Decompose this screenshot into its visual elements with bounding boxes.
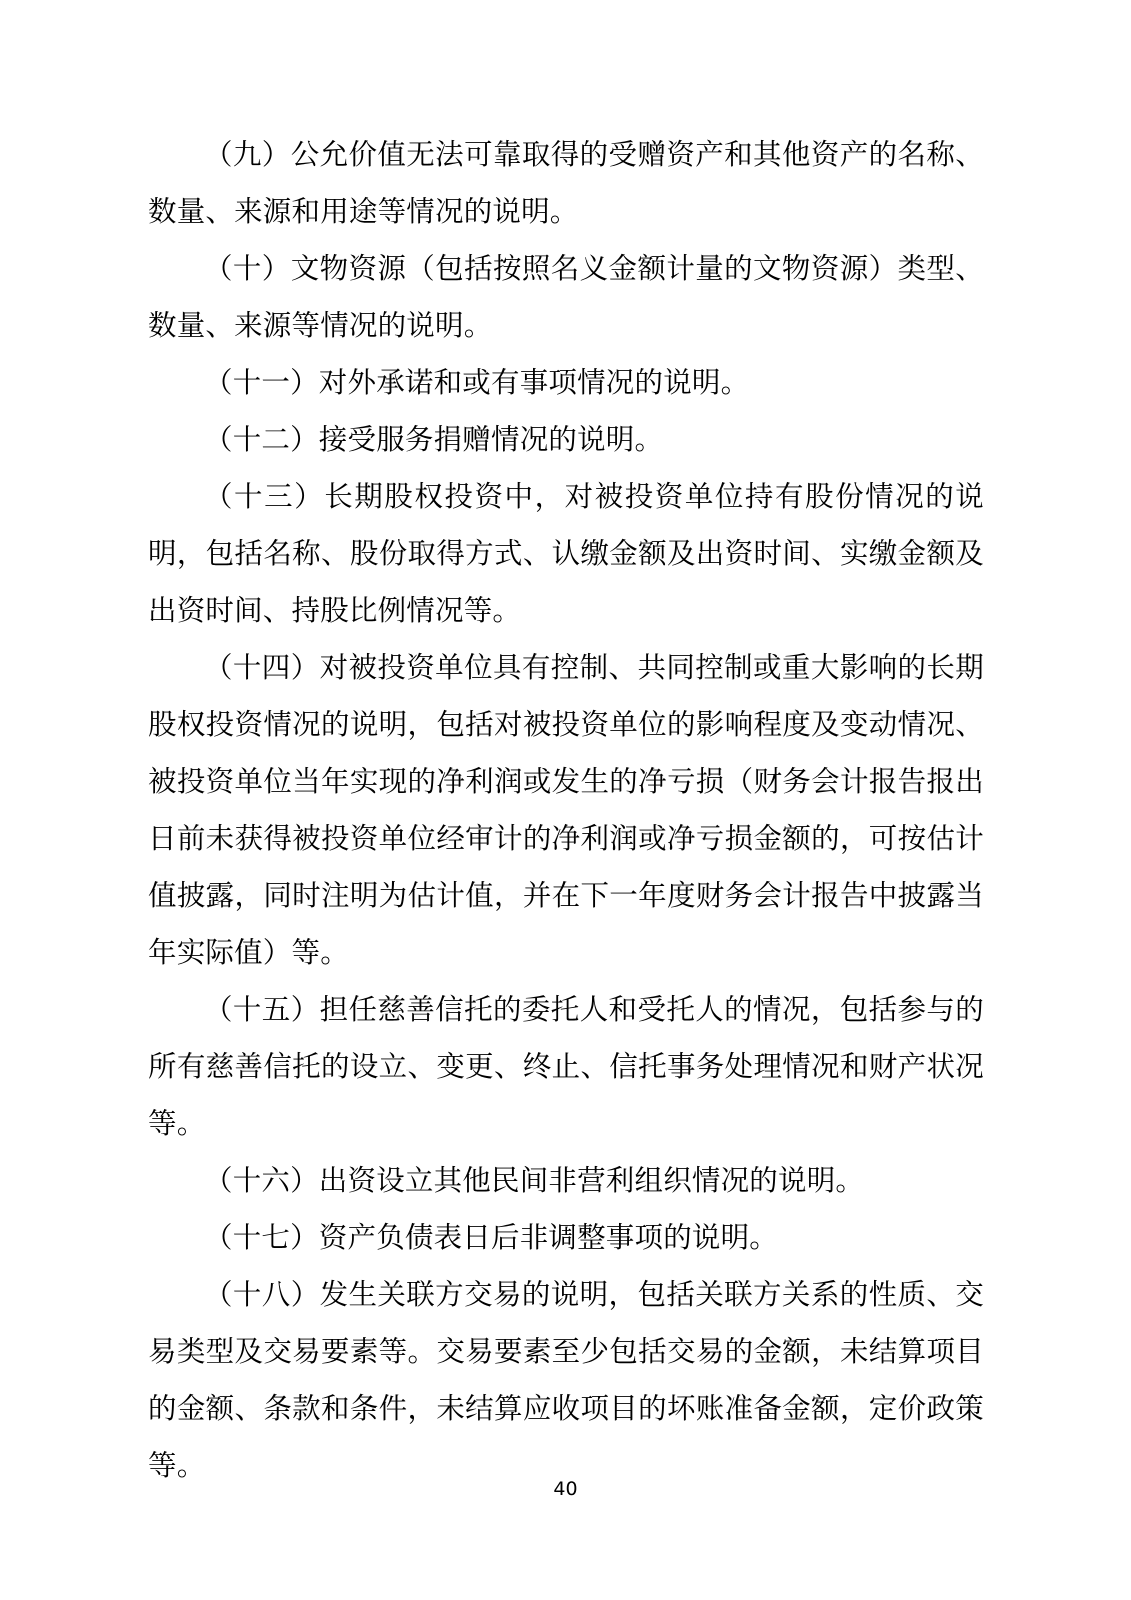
document-body: [148, 126, 984, 1494]
page-number: 40: [553, 1478, 578, 1500]
paragraph-item-18: （十八）发生关联方交易的说明，包括关联方关系的性质、交易类型及交易要素等。交易要素至少包括交易的金额，未结算项目的金额、条款和条件，未结算应收项目的坏账准备金额，定价政策等。: [148, 1278, 984, 1482]
paragraph-item-11: （十一）对外承诺和或有事项情况的说明。: [204, 366, 750, 399]
paragraph-item-17: （十七）资产负债表日后非调整事项的说明。: [204, 1221, 779, 1254]
paragraph-item-13: （十三）长期股权投资中，对被投资单位持有股份情况的说明，包括名称、股份取得方式、认缴金额及出资时间、实缴金额及出资时间、持股比例情况等。: [148, 480, 984, 627]
paragraph-item-16: （十六）出资设立其他民间非营利组织情况的说明。: [204, 1164, 865, 1197]
paragraph-item-9: （九）公允价值无法可靠取得的受赠资产和其他资产的名称、数量、来源和用途等情况的说明。: [148, 138, 984, 228]
paragraph-item-12: （十二）接受服务捐赠情况的说明。: [204, 423, 664, 456]
paragraph-item-10: （十）文物资源（包括按照名义金额计量的文物资源）类型、数量、来源等情况的说明。: [148, 252, 984, 342]
paragraph-item-15: （十五）担任慈善信托的委托人和受托人的情况，包括参与的所有慈善信托的设立、变更、终止、信托事务处理情况和财产状况等。: [148, 993, 984, 1140]
paragraph-item-14: （十四）对被投资单位具有控制、共同控制或重大影响的长期股权投资情况的说明，包括对被投资单位的影响程度及变动情况、被投资单位当年实现的净利润或发生的净亏损（财务会计报告报出日前未获得被投资单位经审计的净利润或净亏损金额的，可按估计值披露，同时注明为估计值，并在下一年度财务会计报告中披露当年实际值）等。: [148, 651, 984, 969]
